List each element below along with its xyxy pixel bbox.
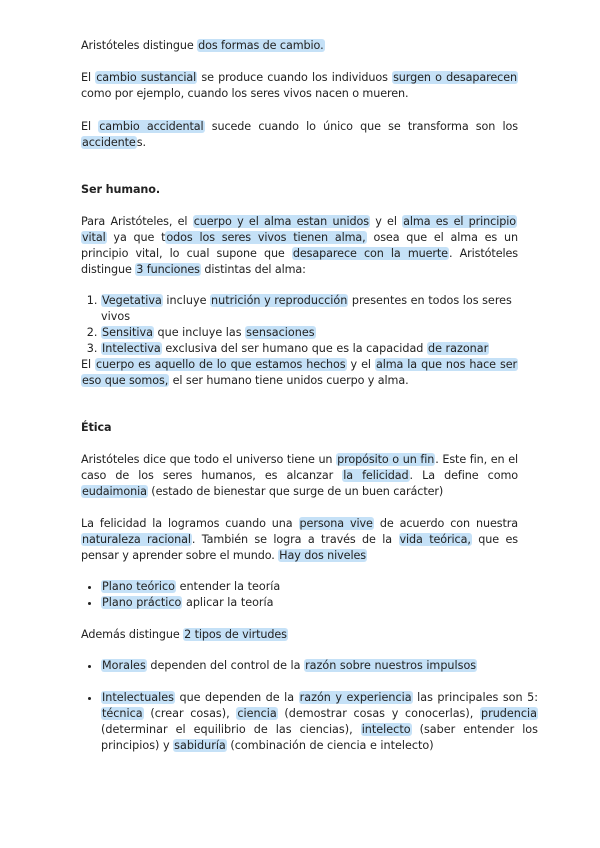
text: las principales son 5: [412, 691, 538, 704]
highlight: alma es el principio vital [82, 215, 516, 244]
list-item [101, 658, 538, 674]
highlight: Morales [102, 659, 146, 672]
text: distintas del alma: [200, 263, 306, 276]
highlight: sensaciones [246, 326, 315, 339]
text: que dependen de la [174, 691, 299, 704]
text: ya que t [106, 231, 166, 244]
text: Aristóteles dice que todo el universo tiene un [81, 453, 337, 466]
paragraph-felicidad [81, 516, 518, 564]
virtudes-intelectuales-list [81, 690, 538, 754]
text: . Este fin, en el caso de los seres humanos, es alcanzar [81, 453, 518, 482]
highlight: cuerpo es aquello de lo que estamos hechos [96, 358, 346, 371]
text: (estado de bienestar que surge de un buen carácter) [147, 485, 444, 498]
text: que incluye las [153, 326, 246, 339]
highlight: razón sobre nuestros impulsos [305, 659, 477, 672]
text: que es pensar y aprender sobre el mundo. [81, 533, 519, 562]
highlight: dos formas de cambio. [198, 39, 324, 52]
highlight: intelecto [361, 723, 411, 736]
highlight: Plano práctico [102, 596, 182, 609]
virtudes-morales-list [81, 658, 538, 674]
highlight: de razonar [427, 342, 489, 355]
highlight: Vegetativa [102, 294, 162, 307]
text: El [81, 71, 96, 84]
highlight: surgen o desaparecen [393, 71, 518, 84]
paragraph-cambio-accidental [81, 119, 518, 151]
highlight: técnica [102, 707, 143, 720]
highlight: Sensitiva [102, 326, 153, 339]
text: entender la teoría [176, 580, 281, 593]
list-item [101, 595, 538, 611]
heading-ser-humano: Ser humano. [81, 183, 160, 196]
text: osea que el alma es un principio vital, lo cual supone que [81, 231, 518, 260]
text: Para Aristóteles, el [81, 215, 193, 228]
text: Además distingue [81, 628, 184, 641]
text: y el [346, 358, 375, 371]
text: sucede cuando lo único que se transforma son los [204, 120, 518, 133]
text: Aristóteles distingue [81, 39, 198, 52]
text: dependen del control de la [146, 659, 305, 672]
text: La felicidad la logramos cuando una [81, 517, 299, 530]
highlight: 3 funciones [136, 263, 200, 276]
paragraph-cuerpo-hechos [81, 357, 518, 389]
highlight: Intelectiva [102, 342, 161, 355]
paragraph-virtudes [81, 627, 518, 643]
text: s. [136, 136, 146, 149]
paragraph-proposito [81, 452, 518, 500]
highlight: ciencia [237, 707, 277, 720]
text: El [81, 358, 96, 371]
highlight: cuerpo y el alma estan unidos [193, 215, 369, 228]
highlight: la felicidad [343, 469, 409, 482]
paragraph-cuerpo-alma [81, 214, 518, 278]
text: . Aristóteles distingue [81, 247, 518, 276]
paragraph-cambio-sustancial [81, 70, 518, 102]
highlight: odos los seres vivos tienen alma, [166, 231, 366, 244]
text: y el [369, 215, 403, 228]
text: (combinación de ciencia e intelecto) [226, 739, 434, 752]
highlight: persona vive [299, 517, 373, 530]
text: de acuerdo con nuestra [373, 517, 519, 530]
highlight: Intelectuales [102, 691, 174, 704]
list-item [101, 341, 538, 357]
text: (determinar el equilibrio de las ciencias), [101, 723, 361, 736]
highlight: eudaimonia [82, 485, 147, 498]
highlight: cambio sustancial [96, 71, 197, 84]
highlight: Plano teórico [102, 580, 176, 593]
alma-funciones-list [81, 293, 538, 357]
text: El [81, 120, 99, 133]
text: como por ejemplo, cuando los seres vivos nacen o mueren. [81, 87, 409, 100]
text: el ser humano tiene unidos cuerpo y alma. [169, 374, 409, 387]
text: exclusiva del ser humano que es la capacidad [161, 342, 427, 355]
highlight: nutrición y reproducción [211, 294, 348, 307]
highlight: prudencia [481, 707, 537, 720]
text: se produce cuando los individuos [197, 71, 393, 84]
highlight: 2 tipos de virtudes [184, 628, 287, 641]
highlight: naturaleza racional [82, 533, 191, 546]
highlight: razón y experiencia [299, 691, 412, 704]
text: . También se logra a través de la [191, 533, 399, 546]
text: (demostrar cosas y conocerlas), [277, 707, 480, 720]
text: . La define como [409, 469, 518, 482]
list-item [101, 293, 538, 325]
list-item [101, 325, 538, 341]
text: incluye [162, 294, 211, 307]
list-item [101, 579, 538, 595]
highlight: alma la que nos hace ser eso que somos, [82, 358, 517, 387]
highlight: accidente [82, 136, 136, 149]
highlight: sabiduría [174, 739, 226, 752]
list-item [101, 690, 538, 754]
text: (saber entender los principios) y [101, 723, 538, 752]
highlight: cambio accidental [99, 120, 204, 133]
text: aplicar la teoría [182, 596, 274, 609]
highlight: vida teórica, [399, 533, 471, 546]
niveles-list [81, 579, 538, 611]
text: (crear cosas), [143, 707, 237, 720]
highlight: Hay dos niveles [279, 549, 366, 562]
paragraph-formas-cambio [81, 38, 518, 54]
highlight: desaparece con la muerte [292, 247, 448, 260]
text: presentes en todos los seres vivos [101, 294, 512, 323]
heading-etica: Ética [81, 421, 112, 434]
highlight: propósito o un fin [337, 453, 435, 466]
